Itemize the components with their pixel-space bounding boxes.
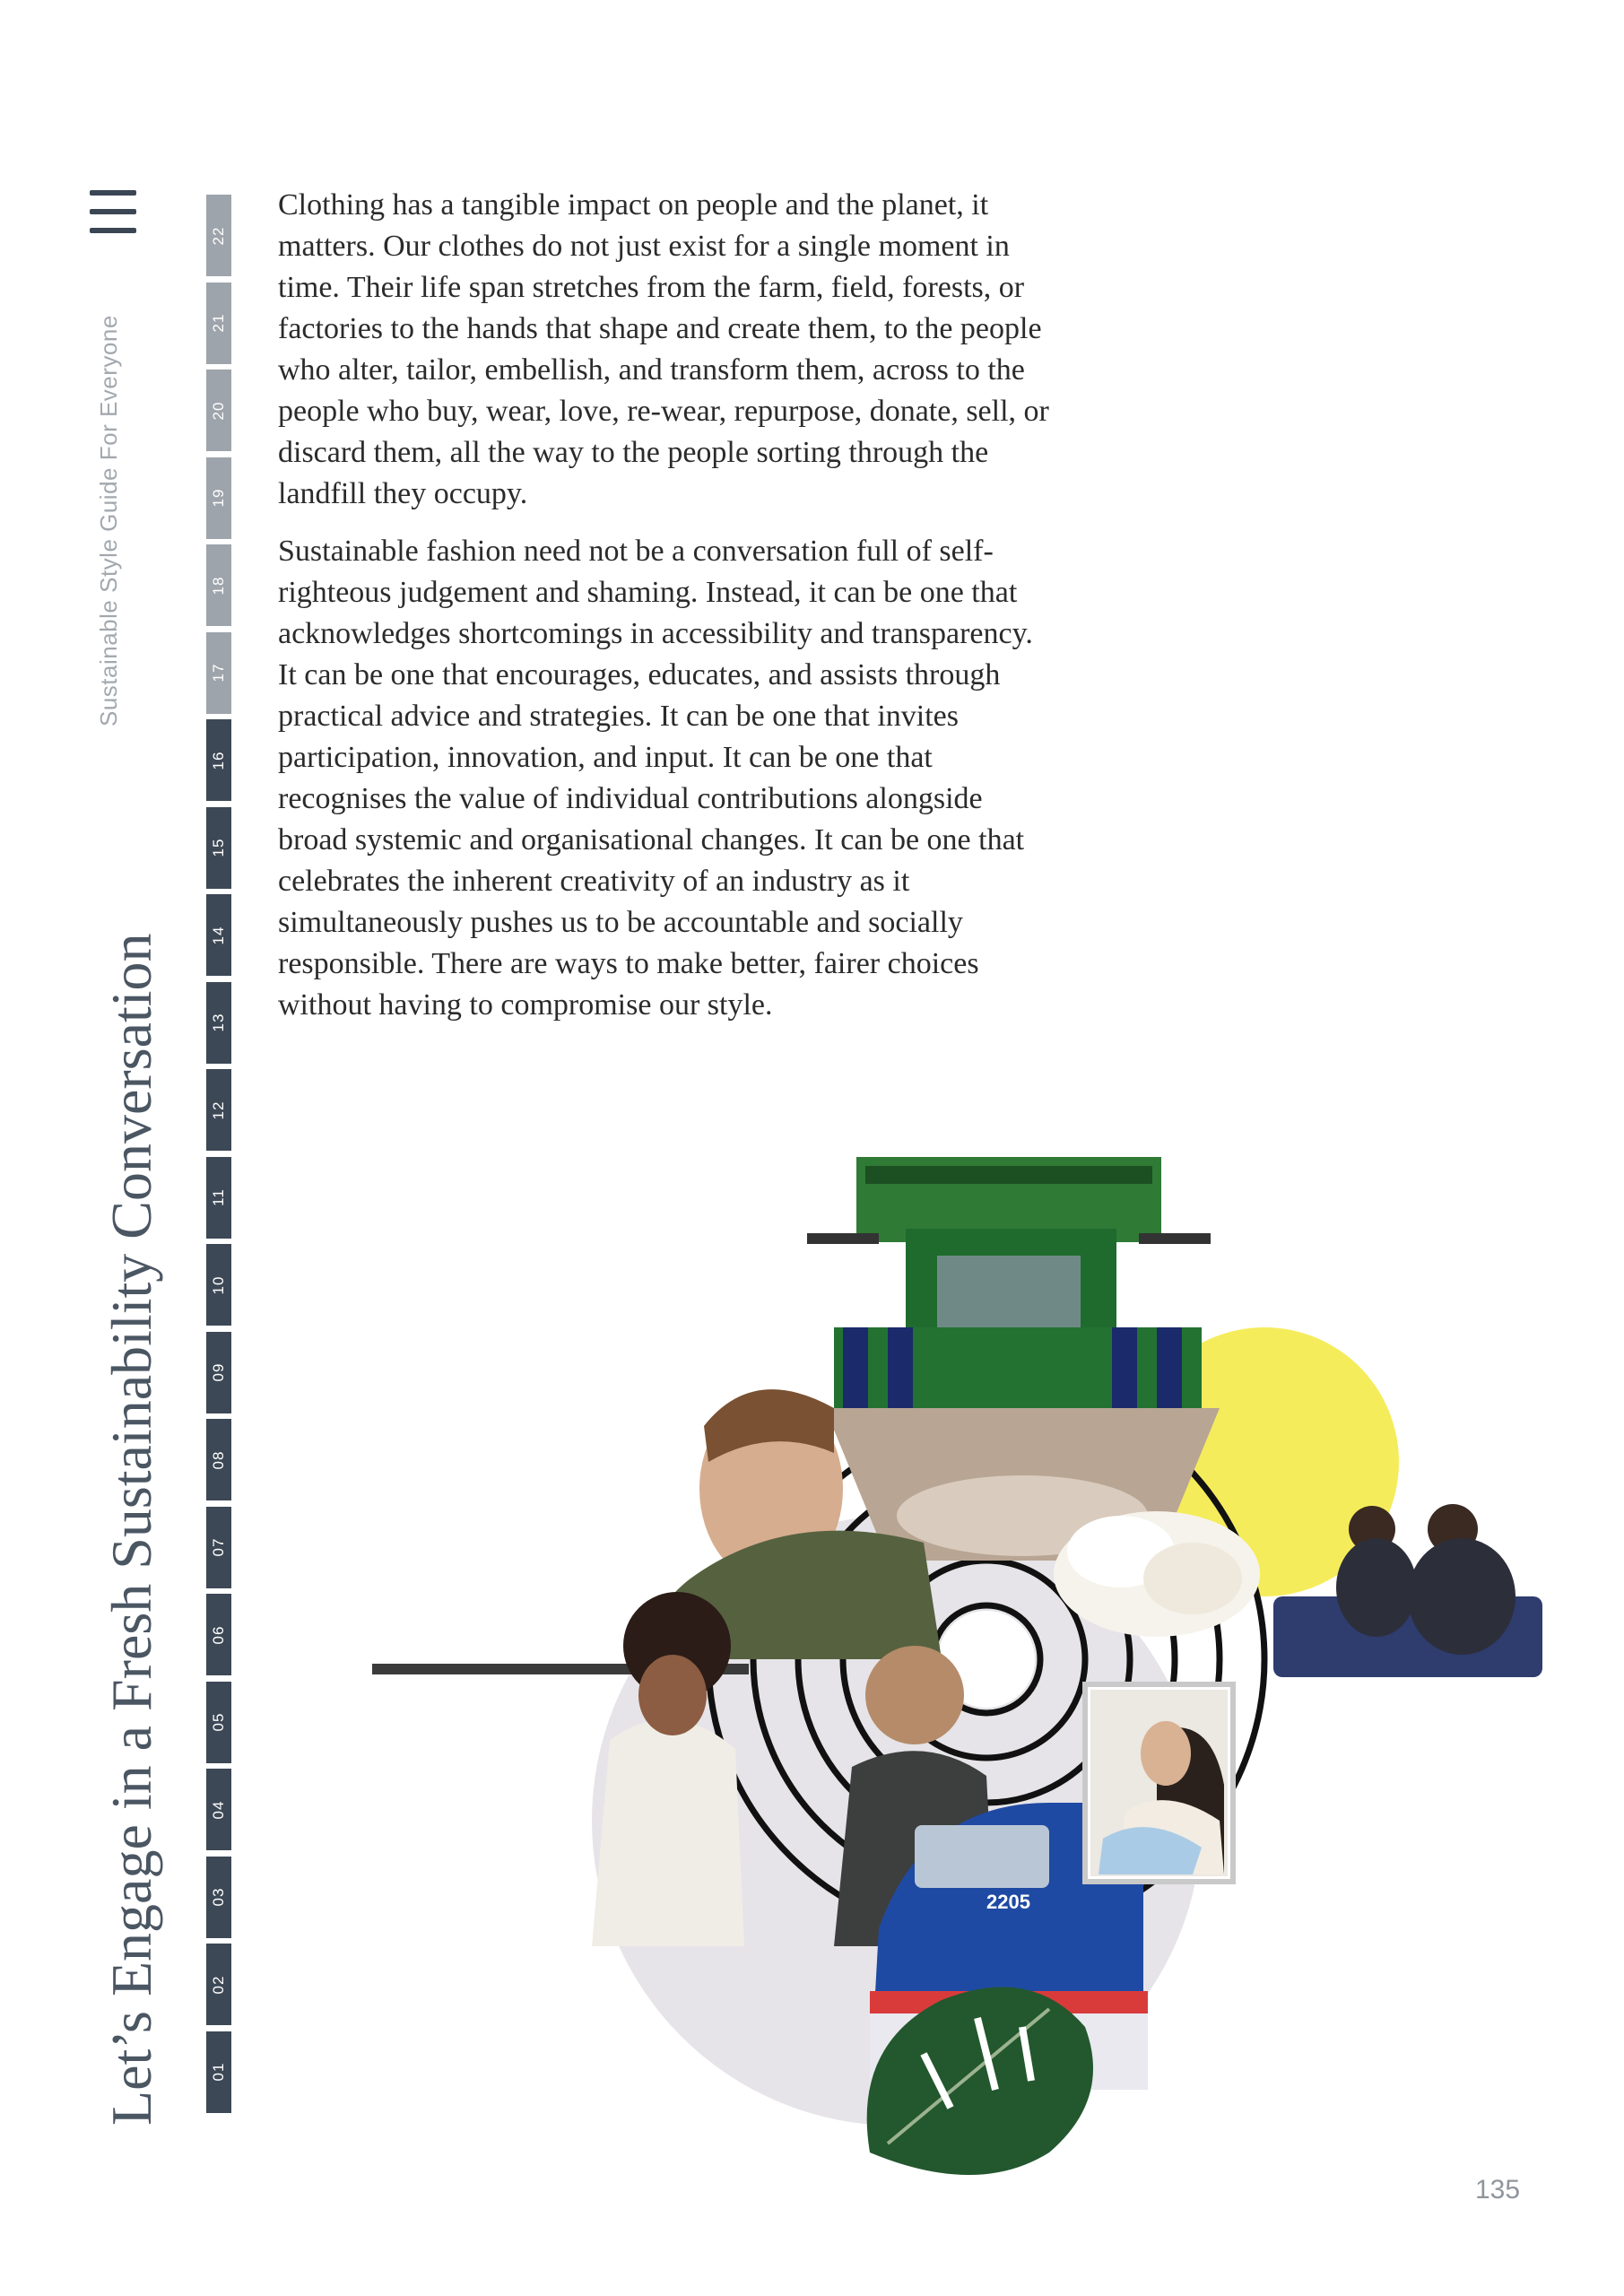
- paragraph-2: Sustainable fashion need not be a conversation full of self-righteous judgement and shaming. Instead, it can be one that acknowledges shortcomings in accessibility and transparency. It can be one that encourages, educates, and assists through practical advice and strategies. It can be one that invites participation, innovation, and input. It can be one that recognises the value of individual contributions alongside broad systemic and organisational changes. It can be one that celebrates the inherent creativity of an industry as it simultaneously pushes us to be accountable and socially responsible. There are ways to make better, fairer choices without having to compromise our style.: [278, 535, 1033, 1022]
- chapter-navigation: [206, 195, 231, 2119]
- page-title: Let’s Engage in a Fresh Sustainability Conversation: [100, 933, 163, 2126]
- chapter-tab-22[interactable]: [206, 195, 231, 276]
- chapter-tab-label: 03: [210, 1887, 227, 1907]
- chapter-tab-03[interactable]: [206, 1857, 231, 1938]
- train-number: 2205: [986, 1891, 1030, 1913]
- chapter-tab-19[interactable]: [206, 457, 231, 539]
- chapter-tab-04[interactable]: [206, 1769, 231, 1850]
- chapter-tab-01[interactable]: [206, 2031, 231, 2113]
- page-number: 135: [1474, 2175, 1521, 2205]
- chapter-tab-label: 11: [210, 1188, 227, 1206]
- chapter-tab-label: 14: [210, 926, 227, 944]
- chapter-tab-16[interactable]: [206, 719, 231, 801]
- chapter-tab-label: 06: [210, 1625, 227, 1644]
- chapter-tab-17[interactable]: [206, 632, 231, 714]
- chapter-tab-label: 21: [210, 313, 227, 333]
- chapter-tab-label: 22: [210, 226, 227, 245]
- chapter-tab-11[interactable]: [206, 1157, 231, 1239]
- photo-collage: [368, 1157, 1605, 2179]
- chapter-tab-13[interactable]: [206, 982, 231, 1064]
- chapter-tab-02[interactable]: [206, 1944, 231, 2025]
- chapter-tab-15[interactable]: [206, 807, 231, 889]
- paragraph-1: Clothing has a tangible impact on people and the planet, it matters. Our clothes do not just exist for a single moment in time. Their life span stretches from the farm, field, forests, or factories to the hands that shape and create them, to the people who alter, tailor, embellish, and transform them, across to the people who buy, wear, love, re-wear, repurpose, donate, sell, or discard them, all the way to the people sorting through the landfill they occupy.: [278, 188, 1049, 510]
- chapter-tab-label: 17: [210, 663, 227, 683]
- chapter-tab-label: 12: [210, 1100, 227, 1119]
- chapter-tab-label: 20: [210, 401, 227, 420]
- chapter-tab-14[interactable]: [206, 894, 231, 976]
- chapter-tab-10[interactable]: [206, 1244, 231, 1326]
- guide-subtitle: Sustainable Style Guide For Everyone: [95, 315, 122, 726]
- chapter-tab-21[interactable]: [206, 283, 231, 364]
- chapter-tab-label: 07: [210, 1537, 227, 1557]
- chapter-tab-label: 02: [210, 1975, 227, 1994]
- chapter-tab-08[interactable]: [206, 1419, 231, 1500]
- chapter-tab-label: 13: [210, 1013, 227, 1032]
- chapter-tab-07[interactable]: [206, 1507, 231, 1588]
- chapter-tab-20[interactable]: [206, 370, 231, 451]
- chapter-tab-09[interactable]: [206, 1332, 231, 1413]
- chapter-tab-label: 15: [210, 838, 227, 857]
- chapter-tab-label: 08: [210, 1450, 227, 1469]
- chapter-tab-label: 19: [210, 488, 227, 508]
- chapter-tab-label: 09: [210, 1362, 227, 1382]
- chapter-tab-label: 18: [210, 576, 227, 595]
- chapter-tab-label: 05: [210, 1712, 227, 1732]
- chapter-tab-label: 01: [210, 2062, 227, 2082]
- chapter-tab-label: 04: [210, 1800, 227, 1819]
- cotton-harvester-photo: [807, 1157, 1220, 1561]
- body-text: [278, 185, 1049, 1042]
- chapter-tab-05[interactable]: [206, 1682, 231, 1763]
- chapter-tab-label: 10: [210, 1275, 227, 1294]
- chapter-tab-12[interactable]: [206, 1069, 231, 1151]
- cotton-ball-photo: [1054, 1511, 1260, 1637]
- chapter-tab-18[interactable]: [206, 544, 231, 626]
- sewing-woman-photo: [1085, 1684, 1233, 1882]
- chapter-tab-06[interactable]: [206, 1594, 231, 1675]
- chapter-tab-label: 16: [210, 751, 227, 770]
